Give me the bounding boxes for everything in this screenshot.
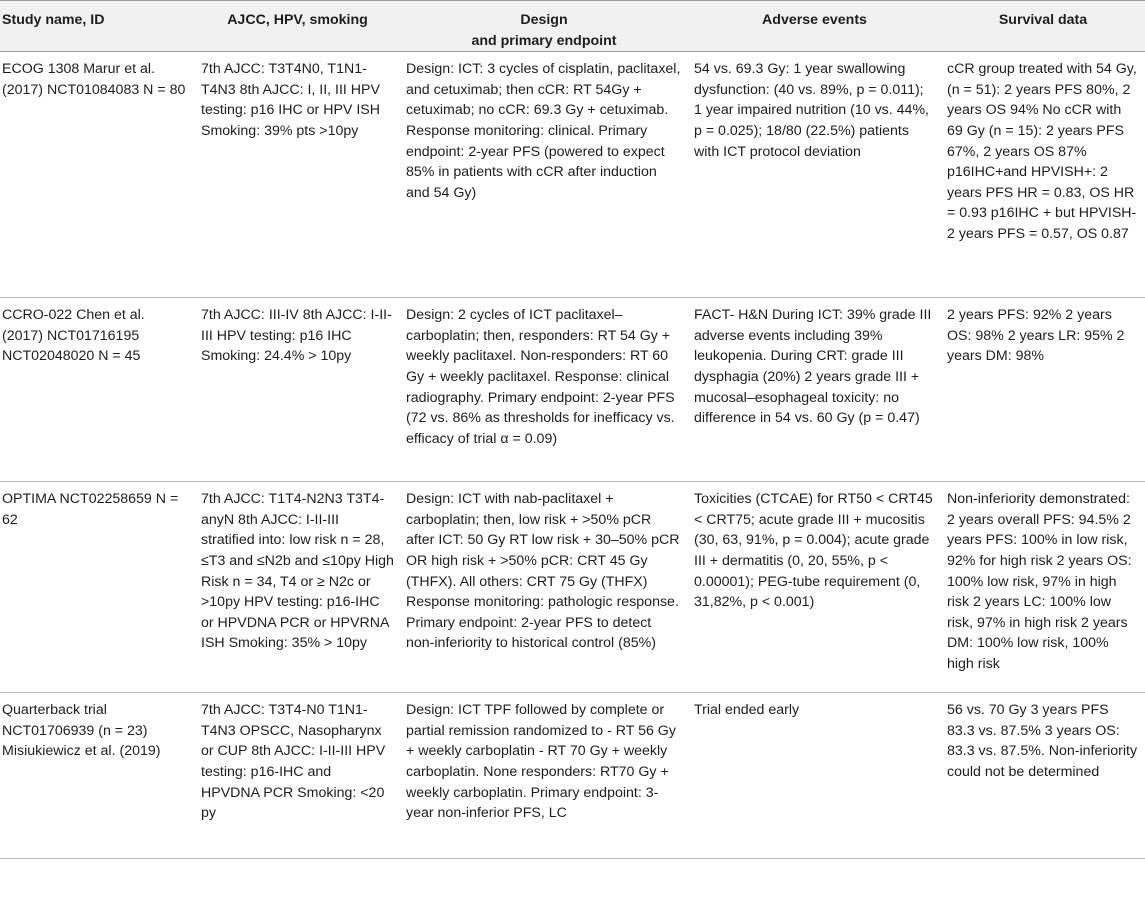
cell-survival: Non-inferiority demonstrated: 2 years overall PFS: 94.5% 2 years PFS: 100% in low risk, 92% for high risk 2 years OS: 100% low risk, 97% in high risk 2 years LC: 100% low risk, 97% in high risk 2 years DM: 100% low risk, 100% high risk: [941, 482, 1145, 693]
cell-adverse: Toxicities (CTCAE) for RT50 < CRT45 < CRT75; acute grade III + mucositis (30, 63, 91%, p = 0.004); acute grade III + dermatitis (0, 20, 55%, p < 0.00001); PEG-tube requirement (0, 31,82%, p < 0.001): [688, 482, 941, 693]
cell-survival: 56 vs. 70 Gy 3 years PFS 83.3 vs. 87.5% 3 years OS: 83.3 vs. 87.5%. Non-inferiority could not be determined: [941, 693, 1145, 859]
header-survival: [941, 1, 1145, 52]
cell-design: Design: 2 cycles of ICT paclitaxel–carboplatin; then, responders: RT 54 Gy + weekly paclitaxel. Non-responders: RT 60 Gy + weekly paclitaxel. Response: clinical radiography. Primary endpoint: 2-year PFS (72 vs. 86% as thresholds for inefficacy vs. efficacy of trial α = 0.09): [400, 298, 688, 482]
header-study: [0, 1, 195, 52]
header-design-sublabel: and primary endpoint: [471, 32, 617, 49]
cell-ajcc: 7th AJCC: III-IV 8th AJCC: I-II-III HPV testing: p16 IHC Smoking: 24.4% > 10py: [195, 298, 400, 482]
header-study-label: Study name, ID: [2, 12, 105, 28]
header-row: [0, 1, 1145, 52]
cell-study: ECOG 1308 Marur et al. (2017) NCT01084083 N = 80: [0, 52, 195, 298]
cell-study: Quarterback trial NCT01706939 (n = 23) Misiukiewicz et al. (2019): [0, 693, 195, 859]
cell-adverse: 54 vs. 69.3 Gy: 1 year swallowing dysfunction: (40 vs. 89%, p = 0.011); 1 year impaired nutrition (10 vs. 44%, p = 0.025); 18/80 (22.5%) patients with ICT protocol deviation: [688, 52, 941, 298]
table-row: [0, 298, 1145, 482]
cell-ajcc: 7th AJCC: T3T4-N0 T1N1-T4N3 OPSCC, Nasopharynx or CUP 8th AJCC: I-II-III HPV testing: p16-IHC and HPVDNA PCR Smoking: <20 py: [195, 693, 400, 859]
table-row: [0, 693, 1145, 859]
cell-design: Design: ICT: 3 cycles of cisplatin, paclitaxel, and cetuximab; then cCR: RT 54Gy + cetuximab; no cCR: 69.3 Gy + cetuximab. Response monitoring: clinical. Primary endpoint: 2-year PFS (powered to expect 85% in patients with cCR after induction and 54 Gy): [400, 52, 688, 298]
cell-design: Design: ICT TPF followed by complete or partial remission randomized to - RT 56 Gy + weekly carboplatin - RT 70 Gy + weekly carboplatin. None responders: RT70 Gy + weekly carboplatin. Primary endpoint: 3-year non-inferior PFS, LC: [400, 693, 688, 859]
cell-survival: 2 years PFS: 92% 2 years OS: 98% 2 years LR: 95% 2 years DM: 98%: [941, 298, 1145, 482]
header-adverse-label: Adverse events: [762, 12, 867, 28]
header-ajcc: [195, 1, 400, 52]
cell-ajcc: 7th AJCC: T3T4N0, T1N1-T4N3 8th AJCC: I, II, III HPV testing: p16 IHC or HPV ISH Smoking: 39% pts >10py: [195, 52, 400, 298]
table-body: [0, 52, 1145, 859]
cell-adverse: Trial ended early: [688, 693, 941, 859]
header-ajcc-label: AJCC, HPV, smoking: [227, 12, 368, 28]
header-design-label: Design: [520, 12, 568, 28]
table-row: [0, 482, 1145, 693]
header-adverse: [688, 1, 941, 52]
header-design: [400, 1, 688, 52]
cell-survival: cCR group treated with 54 Gy, (n = 51): 2 years PFS 80%, 2 years OS 94% No cCR with 69 Gy (n = 15): 2 years PFS 67%, 2 years OS 87% p16IHC+and HPVISH+: 2 years PFS HR = 0.83, OS HR = 0.93 p16IHC + but HPVISH-2 years PFS = 0.57, OS 0.87: [941, 52, 1145, 298]
cell-adverse: FACT- H&N During ICT: 39% grade III adverse events including 39% leukopenia. During CRT: grade III dysphagia (20%) 2 years grade III + mucosal–esophageal toxicity: no difference in 54 vs. 60 Gy (p = 0.47): [688, 298, 941, 482]
cell-study: OPTIMA NCT02258659 N = 62: [0, 482, 195, 693]
cell-study: CCRO-022 Chen et al. (2017) NCT01716195 NCT02048020 N = 45: [0, 298, 195, 482]
table-header: [0, 1, 1145, 52]
cell-ajcc: 7th AJCC: T1T4-N2N3 T3T4-anyN 8th AJCC: I-II-III stratified into: low risk n = 28, ≤T3 and ≤N2b and ≤10py High Risk n = 34, T4 or ≥ N2c or >10py HPV testing: p16-IHC or HPVDNA PCR or HPVRNA ISH Smoking: 35% > 10py: [195, 482, 400, 693]
table-row: [0, 52, 1145, 298]
header-survival-label: Survival data: [998, 12, 1088, 28]
cell-design: Design: ICT with nab-paclitaxel + carboplatin; then, low risk + >50% pCR after ICT: 50 Gy RT low risk + 30–50% pCR OR high risk + >50% pCR: CRT 45 Gy (THFX). All others: CRT 75 Gy (THFX) Response monitoring: pathologic response. Primary endpoint: 2-year PFS to detect non-inferiority to historical control (85%): [400, 482, 688, 693]
